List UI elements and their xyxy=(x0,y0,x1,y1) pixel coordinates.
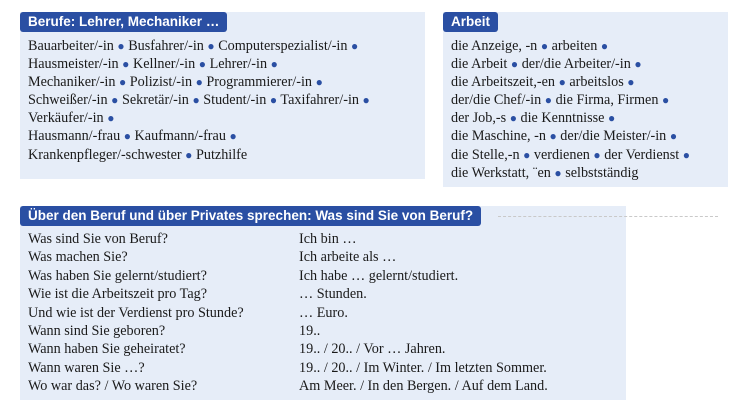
word-item: Bauarbeiter/-in xyxy=(28,38,114,54)
word-item: die Werkstatt, ¨en xyxy=(451,164,551,181)
bullet-icon: ● xyxy=(509,111,517,126)
word-item: die Anzeige, -n xyxy=(451,38,538,54)
bullet-icon: ● xyxy=(669,129,678,144)
bullet-icon: ● xyxy=(107,111,115,126)
question-cell: Und wie ist der Verdienst pro Stunde? xyxy=(28,304,244,321)
word-item: Putzhilfe xyxy=(195,146,248,163)
qa-row xyxy=(28,230,548,248)
bullet-icon: ● xyxy=(192,93,200,108)
answer-cell: 19.. / 20.. / Vor … Jahren. xyxy=(299,341,446,358)
bullet-icon: ● xyxy=(123,129,131,144)
bullet-icon: ● xyxy=(523,147,531,162)
bullet-icon: ● xyxy=(682,147,690,162)
word-item: die Arbeit xyxy=(451,56,508,73)
word-item: Taxifahrer/-in xyxy=(280,92,359,109)
bullet-icon: ● xyxy=(608,111,616,126)
word-list-line xyxy=(28,91,370,109)
bullet-icon: ● xyxy=(229,129,237,144)
word-list-line xyxy=(451,146,690,164)
word-item: Mechaniker/-in xyxy=(28,74,116,91)
word-item: verdienen xyxy=(533,146,590,163)
heading-divider xyxy=(498,216,718,217)
word-item: Verkäufer/-in xyxy=(28,110,104,127)
word-item: Sekretär/-in xyxy=(121,92,189,109)
qa-row xyxy=(28,248,548,266)
word-item: Programmierer/-in xyxy=(206,74,313,91)
question-cell: Was haben Sie gelernt/studiert? xyxy=(28,267,207,284)
word-item: arbeiten xyxy=(551,38,598,54)
answer-cell: Ich habe … gelernt/studiert. xyxy=(299,267,459,284)
bullet-icon: ● xyxy=(119,75,127,90)
answer-cell: Ich arbeite als … xyxy=(299,249,397,266)
word-item: Hausmeister/-in xyxy=(28,56,119,73)
word-list-line xyxy=(28,55,370,73)
word-item: arbeitslos xyxy=(569,74,624,91)
bullet-icon: ● xyxy=(549,129,557,144)
qa-row xyxy=(28,304,548,322)
bullet-icon: ● xyxy=(544,93,553,108)
answer-cell: Am Meer. / In den Bergen. / Auf dem Land. xyxy=(299,378,548,395)
bullet-icon: ● xyxy=(111,93,119,108)
bullet-icon: ● xyxy=(269,93,278,108)
answer-cell: … Stunden. xyxy=(299,286,367,303)
bullet-icon: ● xyxy=(198,57,207,72)
arbeit-word-list xyxy=(451,37,690,182)
word-list-line xyxy=(451,91,690,109)
word-list-line xyxy=(28,127,370,145)
bullet-icon: ● xyxy=(270,57,278,72)
word-item: die Kenntnisse xyxy=(520,110,605,127)
bullet-icon: ● xyxy=(634,57,642,72)
qa-row xyxy=(28,322,548,340)
question-cell: Was sind Sie von Beruf? xyxy=(28,231,168,247)
answer-cell: Ich bin … xyxy=(299,231,357,247)
bullet-icon: ● xyxy=(554,165,562,180)
beruf-sprechen-heading: Über den Beruf und über Privates sprechen: Was sind Sie von Beruf? xyxy=(20,206,481,226)
berufe-heading: Berufe: Lehrer, Mechaniker … xyxy=(20,12,227,32)
bullet-icon: ● xyxy=(558,75,566,90)
word-item: der/die Chef/-in xyxy=(451,92,542,109)
word-list-line xyxy=(28,37,370,55)
bullet-icon: ● xyxy=(540,39,549,53)
bullet-icon: ● xyxy=(510,57,519,72)
berufe-word-list xyxy=(28,37,370,164)
answer-cell: 19.. xyxy=(299,323,321,340)
word-list-line xyxy=(451,109,690,127)
word-item: Polizist/-in xyxy=(129,74,193,91)
word-item: die Stelle,-n xyxy=(451,146,520,163)
bullet-icon: ● xyxy=(627,75,635,90)
word-item: der Verdienst xyxy=(604,146,680,163)
word-item: Schweißer/-in xyxy=(28,92,108,109)
word-item: die Arbeitszeit,-en xyxy=(451,74,556,91)
word-list-line xyxy=(451,37,690,55)
word-item: die Maschine, -n xyxy=(451,128,546,145)
word-list-line xyxy=(451,127,690,145)
bullet-icon: ● xyxy=(593,147,601,162)
qa-row xyxy=(28,267,548,285)
word-item: Computerspezialist/-in xyxy=(218,38,348,54)
question-cell: Wie ist die Arbeitszeit pro Tag? xyxy=(28,286,208,303)
bullet-icon: ● xyxy=(661,93,670,108)
beruf-sprechen-table xyxy=(28,230,548,396)
word-item: Busfahrer/-in xyxy=(128,38,204,54)
word-item: der/die Arbeiter/-in xyxy=(521,56,631,73)
word-item: Student/-in xyxy=(203,92,267,109)
answer-cell: … Euro. xyxy=(299,304,348,321)
word-list-line xyxy=(451,164,690,182)
question-cell: Wann sind Sie geboren? xyxy=(28,323,166,340)
bullet-icon: ● xyxy=(207,39,215,53)
bullet-icon: ● xyxy=(315,75,323,90)
bullet-icon: ● xyxy=(362,93,370,108)
word-item: die Firma, Firmen xyxy=(555,92,659,109)
word-list-line xyxy=(451,55,690,73)
arbeit-heading: Arbeit xyxy=(443,12,498,32)
question-cell: Wann haben Sie geheiratet? xyxy=(28,341,186,358)
bullet-icon: ● xyxy=(117,39,125,53)
word-item: Krankenpfleger/-schwester xyxy=(28,146,182,163)
question-cell: Was machen Sie? xyxy=(28,249,128,266)
word-item: der/die Meister/-in xyxy=(560,128,667,145)
bullet-icon: ● xyxy=(600,39,609,53)
word-item: selbstständig xyxy=(565,164,639,181)
answer-cell: 19.. / 20.. / Im Winter. / Im letzten Sommer. xyxy=(299,359,547,376)
bullet-icon: ● xyxy=(351,39,359,53)
word-list-line xyxy=(451,73,690,91)
qa-row xyxy=(28,377,548,395)
word-item: Hausmann/-frau xyxy=(28,128,121,145)
question-cell: Wo war das? / Wo waren Sie? xyxy=(28,378,198,395)
bullet-icon: ● xyxy=(185,147,193,162)
qa-row xyxy=(28,285,548,303)
question-cell: Wann waren Sie …? xyxy=(28,359,145,376)
word-list-line xyxy=(28,109,370,127)
word-list-line xyxy=(28,73,370,91)
word-item: der Job,-s xyxy=(451,110,507,127)
word-item: Lehrer/-in xyxy=(209,56,268,73)
bullet-icon: ● xyxy=(122,57,130,72)
word-item: Kellner/-in xyxy=(132,56,196,73)
bullet-icon: ● xyxy=(195,75,203,90)
word-item: Kaufmann/-frau xyxy=(134,128,226,145)
qa-row xyxy=(28,340,548,358)
qa-row xyxy=(28,359,548,377)
word-list-line xyxy=(28,146,370,164)
